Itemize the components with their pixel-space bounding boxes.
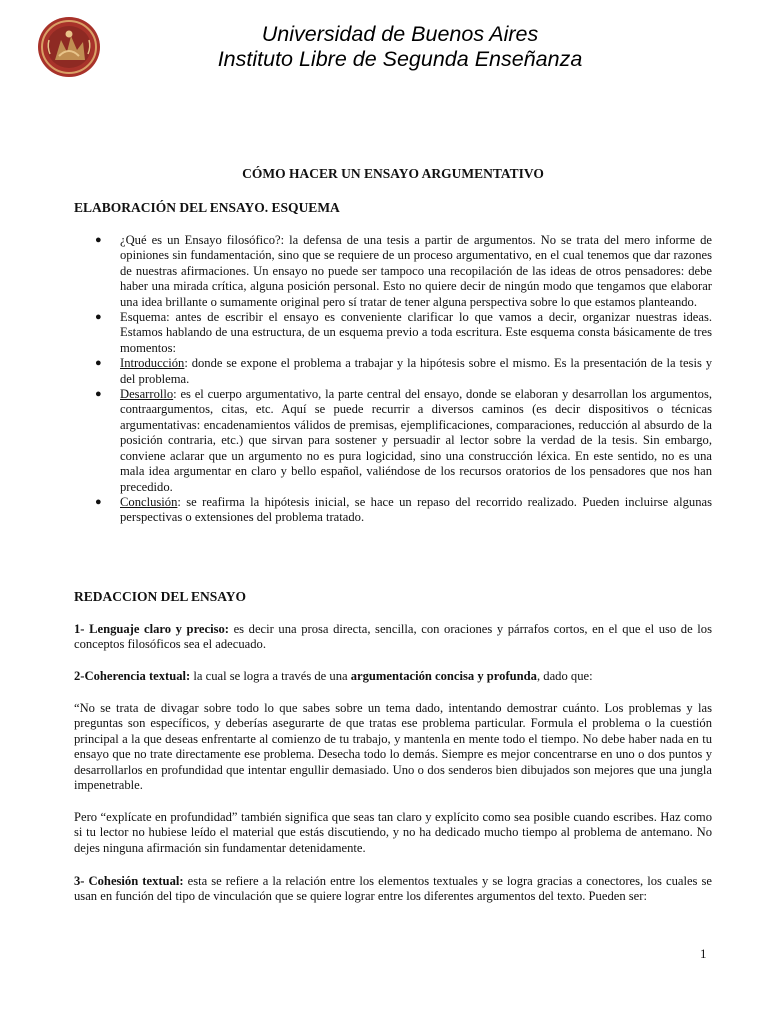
term-introduccion: Introducción xyxy=(120,356,185,371)
university-name: Universidad de Buenos Aires xyxy=(261,22,539,46)
paragraph-cohesion: 3- Cohesión textual: esta se refiere a la relación entre los elementos textuales y se logra gracias a conectores, los cuales se usan en función del tipo de vinculación que se quiere lograr entre los diferentes argumentos del texto. Pueden ser: xyxy=(74,874,712,904)
paragraph-quote-2: Pero “explícate en profundidad” también significa que seas tan claro y explícito como sea posible cuando escribes. Haz como si tu lector no hubiese leído el material que estás discutiendo, y no ha dedicado mucho tiempo al problema de antemano. No dejes ninguna afirmación sin fundamentar detenidamente. xyxy=(74,810,712,855)
university-seal-icon xyxy=(37,16,101,78)
bullet-icon: ● xyxy=(95,357,102,370)
page-number: 1 xyxy=(700,946,707,961)
paragraph-coherencia: 2-Coherencia textual: la cual se logra a través de una argumentación concisa y profunda, dado que: xyxy=(74,669,593,683)
term-desarrollo: Desarrollo xyxy=(120,387,174,402)
esquema-bullet-list xyxy=(74,233,712,526)
section-heading-esquema: ELABORACIÓN DEL ENSAYO. ESQUEMA xyxy=(74,200,340,215)
list-item: ● ¿Qué es un Ensayo filosófico?: la defensa de una tesis a partir de argumentos. No se trata del mero informe de opiniones sin fundamentación, sino que se requiere de un proceso argumentativo, en el cual tenemos que dar razones de nuestras afirmaciones. Un ensayo no puede ser tampoco una recopilación de las ideas de otros pensadores: debe haber una mirada crítica, alguna posición personal. Esto no quiere decir de ningún modo que tengamos que elaborar una idea brillante o sumamente original pero sí tratar de tener alguna perspectiva sobre lo que estamos planteando. xyxy=(95,233,712,309)
list-item: ● Desarrollo: es el cuerpo argumentativo, la parte central del ensayo, donde se elaboran y desarrollan los argumentos, contraargumentos, citas, etc. Aquí se puede recurrir a diversos caminos (es decir dispositivos o técnicas argumentativas: encadenamientos válidos de premisas, ejemplificaciones, comparaciones, reducción al absurdo de la posición contraria, etc.) que sirvan para sostener y persuadir al lector sobre la verdad de la tesis. Sin embargo, conviene aclarar que un argumento no es pura logicidad, sino una construcción léxica. En este sentido, no es una mala idea argumentar en claro y bello español, valiéndose de los recursos oratorios de los pensadores que nos han precedido. xyxy=(95,387,712,494)
letterhead xyxy=(120,22,680,72)
term-conclusion: Conclusión xyxy=(120,494,178,509)
list-item: ● Esquema: antes de escribir el ensayo es conveniente clarificar lo que vamos a decir, organizar nuestras ideas. Estamos hablando de una estructura, de un esquema previo a toda escritura. Este esquema consta básicamente de tres momentos: xyxy=(95,310,712,355)
bullet-icon: ● xyxy=(95,495,102,508)
paragraph-quote-1: “No se trata de divagar sobre todo lo que sabes sobre un tema dado, intentando demostrar cuánto. Los problemas y las preguntas son específicos, y deberías asegurarte de que tratas ese problema particular. Formula el problema o la cuestión principal a la que deseas enfrentarte al comienzo de tu trabajo, y mantenla en mente todo el tiempo. No debe haber nada en tu ensayo que no trate directamente ese problema. Desecha todo lo demás. Siempre es mejor concentrarse en uno o dos puntos y desarrollarlos en profundidad que intentar engullir demasiado. Uno o dos senderos bien dibujados son mejores que una jungla impenetrable. xyxy=(74,701,712,793)
bullet-icon: ● xyxy=(95,234,102,246)
bullet-icon: ● xyxy=(95,311,102,324)
list-item: ● Introducción: donde se expone el problema a trabajar y la hipótesis sobre el mismo. Es la presentación de la tesis y del problema. xyxy=(95,356,712,386)
document-title: CÓMO HACER UN ENSAYO ARGUMENTATIVO xyxy=(242,166,544,181)
bullet-icon: ● xyxy=(95,388,102,401)
paragraph-lenguaje: 1- Lenguaje claro y preciso: es decir una prosa directa, sencilla, con oraciones y párrafos cortos, en el que el uso de los conceptos filosóficos sea el adecuado. xyxy=(74,622,712,652)
section-heading-redaccion: REDACCION DEL ENSAYO xyxy=(74,589,247,604)
list-item: ● Conclusión: se reafirma la hipótesis inicial, se hace un repaso del recorrido realizado. Pueden incluirse algunas perspectivas o extensiones del problema tratado. xyxy=(95,494,712,525)
institute-name: Instituto Libre de Segunda Enseñanza xyxy=(217,47,583,71)
